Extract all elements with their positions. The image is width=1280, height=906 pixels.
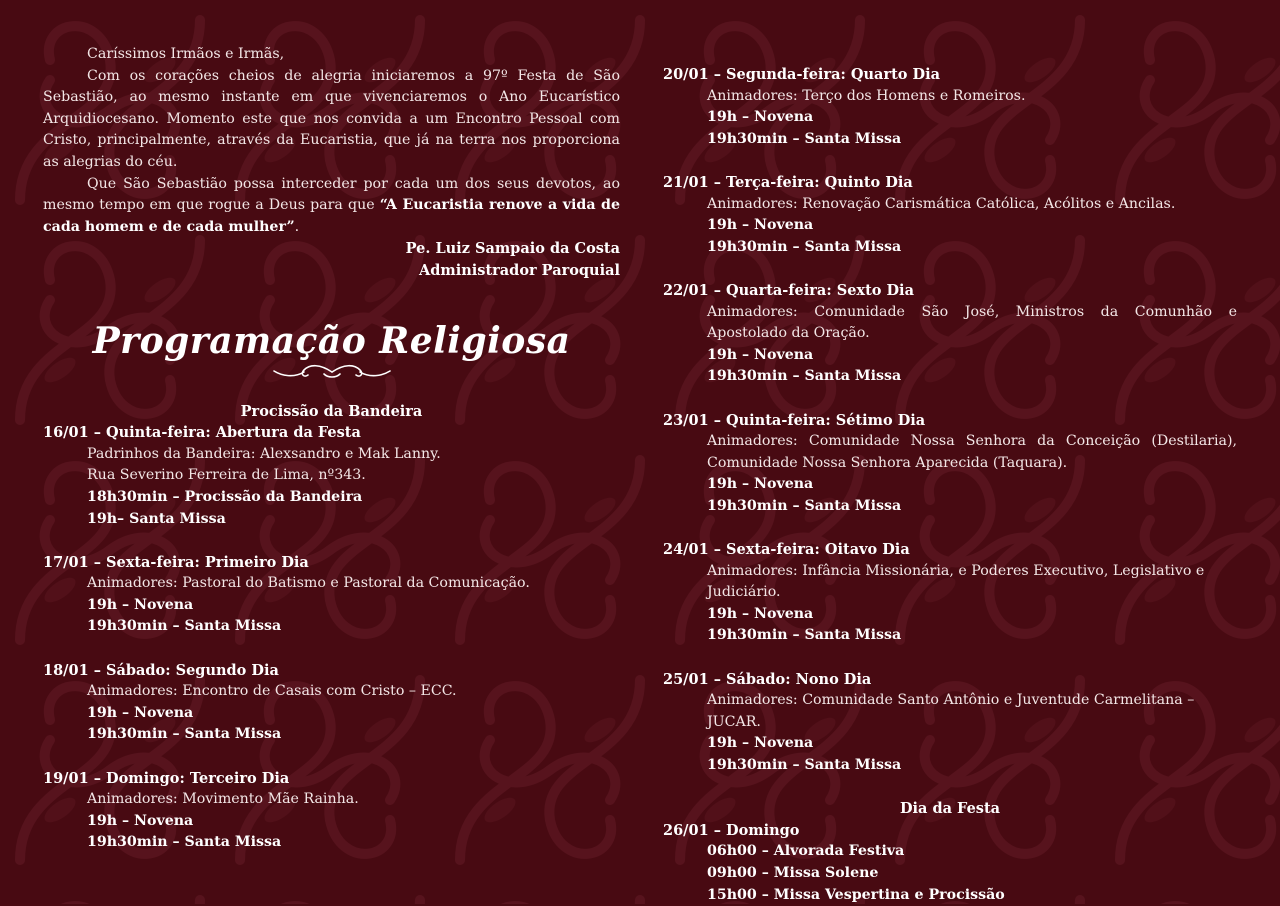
- day-block: [663, 172, 1237, 258]
- schedule-time: 19h30min – Santa Missa: [707, 130, 902, 147]
- day-block: [43, 768, 620, 854]
- schedule-time: 06h00 – Alvorada Festiva: [707, 843, 905, 860]
- day-block: [663, 280, 1237, 388]
- left-page: [43, 0, 620, 854]
- day-heading: 26/01 – Domingo: [663, 821, 800, 839]
- schedule-detail: Animadores: Movimento Mãe Rainha.: [87, 791, 359, 808]
- signature-role: Administrador Paroquial: [419, 261, 620, 279]
- right-page: [663, 0, 1237, 906]
- schedule-time: 19h30min – Santa Missa: [707, 757, 902, 773]
- spacer: [43, 638, 620, 660]
- spacer: [663, 258, 1237, 280]
- day-block: [663, 539, 1237, 647]
- day-heading: 17/01 – Sexta-feira: Primeiro Dia: [43, 553, 309, 571]
- schedule-time: 19h – Novena: [707, 346, 814, 363]
- schedule-detail: Padrinhos da Bandeira: Alexsandro e Mak Lanny.: [87, 445, 441, 462]
- day-block: [43, 660, 620, 746]
- spacer: [663, 647, 1237, 669]
- schedule-detail: Animadores: Comunidade Santo Antônio e Juventude Carmelitana – JUCAR.: [707, 692, 1195, 730]
- spacer: [663, 150, 1237, 172]
- day-heading: 20/01 – Segunda-feira: Quarto Dia: [663, 66, 940, 83]
- day-heading: 22/01 – Quarta-feira: Sexto Dia: [663, 281, 914, 299]
- day-heading: 25/01 – Sábado: Nono Dia: [663, 670, 872, 688]
- paragraph-2-end: .: [294, 218, 300, 235]
- schedule-detail: Animadores: Infância Missionária, e Poderes Executivo, Legislativo e Judiciário.: [707, 562, 1205, 601]
- day-heading: 23/01 – Quinta-feira: Sétimo Dia: [663, 411, 926, 429]
- schedule-time: 19h – Novena: [87, 596, 194, 613]
- flourish-ornament-icon: [270, 362, 394, 382]
- spacer: [43, 746, 620, 768]
- schedule-time: 19h30min – Santa Missa: [707, 627, 902, 644]
- day-heading: 21/01 – Terça-feira: Quinto Dia: [663, 173, 913, 191]
- schedule-detail: Rua Severino Ferreira de Lima, nº343.: [87, 467, 366, 484]
- schedule-time: 19h30min – Santa Missa: [87, 726, 282, 743]
- schedule-time: 19h – Novena: [707, 476, 814, 493]
- day-heading: 16/01 – Quinta-feira: Abertura da Festa: [43, 424, 361, 442]
- letter-paragraph-1: Com os corações cheios de alegria iniciaremos a 97º Festa de São Sebastião, ao mesmo instante em que vivenciaremos o Ano Eucarístico Arquidiocesano. Momento este que nos convida a um Encontro Pessoal com Cristo, principalmente, através da Eucaristia, que já na terra nos proporciona as alegrias do céu.: [43, 67, 620, 170]
- schedule-time: 19h30min – Santa Missa: [707, 497, 902, 514]
- schedule-detail: Animadores: Terço dos Homens e Romeiros.: [707, 87, 1026, 104]
- schedule-time: 09h00 – Missa Solene: [707, 864, 879, 881]
- left-schedule: [43, 422, 620, 854]
- right-schedule: [663, 64, 1237, 798]
- schedule-time: 19h– Santa Missa: [87, 510, 226, 527]
- schedule-time: 19h30min – Santa Missa: [87, 834, 282, 851]
- schedule-time: 19h30min – Santa Missa: [707, 368, 902, 385]
- schedule-detail: Animadores: Comunidade São José, Ministros da Comunhão e Apostolado da Oração.: [707, 303, 1237, 342]
- spacer: [43, 530, 620, 552]
- day-block: [43, 552, 620, 638]
- day-block: [43, 422, 620, 530]
- schedule-time: 19h – Novena: [87, 812, 194, 829]
- day-heading: 24/01 – Sexta-feira: Oitavo Dia: [663, 541, 910, 559]
- feast-heading: Dia da Festa: [899, 800, 1001, 818]
- spacer: [663, 517, 1237, 539]
- schedule-time: 15h00 – Missa Vespertina e Procissão: [707, 886, 1005, 903]
- signature-name: Pe. Luiz Sampaio da Costa: [405, 240, 620, 258]
- day-heading: 19/01 – Domingo: Terceiro Dia: [43, 769, 290, 787]
- day-block: [663, 410, 1237, 518]
- spacer: [663, 777, 1237, 799]
- schedule-time: 19h – Novena: [87, 704, 194, 721]
- paragraph-2-start: Que São Sebastião possa interceder por cada um dos seus devotos, ao mesmo tempo em que rogue a Deus para que: [43, 175, 620, 214]
- letter-paragraph-2: [43, 174, 620, 239]
- schedule-time: 19h – Novena: [707, 109, 814, 126]
- day-block: [663, 64, 1237, 150]
- schedule-time: 19h – Novena: [707, 605, 814, 622]
- schedule-detail: Animadores: Comunidade Nossa Senhora da Conceição (Destilaria), Comunidade Nossa Senhora Aparecida (Taquara).: [707, 433, 1237, 471]
- program-title: Programação Religiosa: [92, 319, 571, 362]
- letter-greeting: Caríssimos Irmãos e Irmãs,: [87, 46, 285, 62]
- day-heading: 18/01 – Sábado: Segundo Dia: [43, 661, 279, 679]
- schedule-detail: Animadores: Renovação Carismática Católica, Acólitos e Ancilas.: [707, 195, 1176, 212]
- schedule-time: 19h – Novena: [707, 217, 814, 234]
- spacer: [663, 388, 1237, 410]
- feast-day-schedule: [663, 820, 1237, 906]
- schedule-time: 19h – Novena: [707, 735, 814, 752]
- schedule-time: 18h30min – Procissão da Bandeira: [87, 488, 363, 505]
- eucharist-quote: “A Eucaristia renove a vida de cada homem e de cada mulher”: [43, 197, 620, 235]
- day-block: [663, 669, 1237, 777]
- schedule-time: 19h30min – Santa Missa: [707, 238, 902, 255]
- schedule-detail: Animadores: Pastoral do Batismo e Pastoral da Comunicação.: [87, 575, 530, 592]
- procession-heading: Procissão da Bandeira: [240, 402, 423, 420]
- schedule-time: 19h30min – Santa Missa: [87, 618, 282, 635]
- schedule-detail: Animadores: Encontro de Casais com Cristo – ECC.: [87, 683, 457, 700]
